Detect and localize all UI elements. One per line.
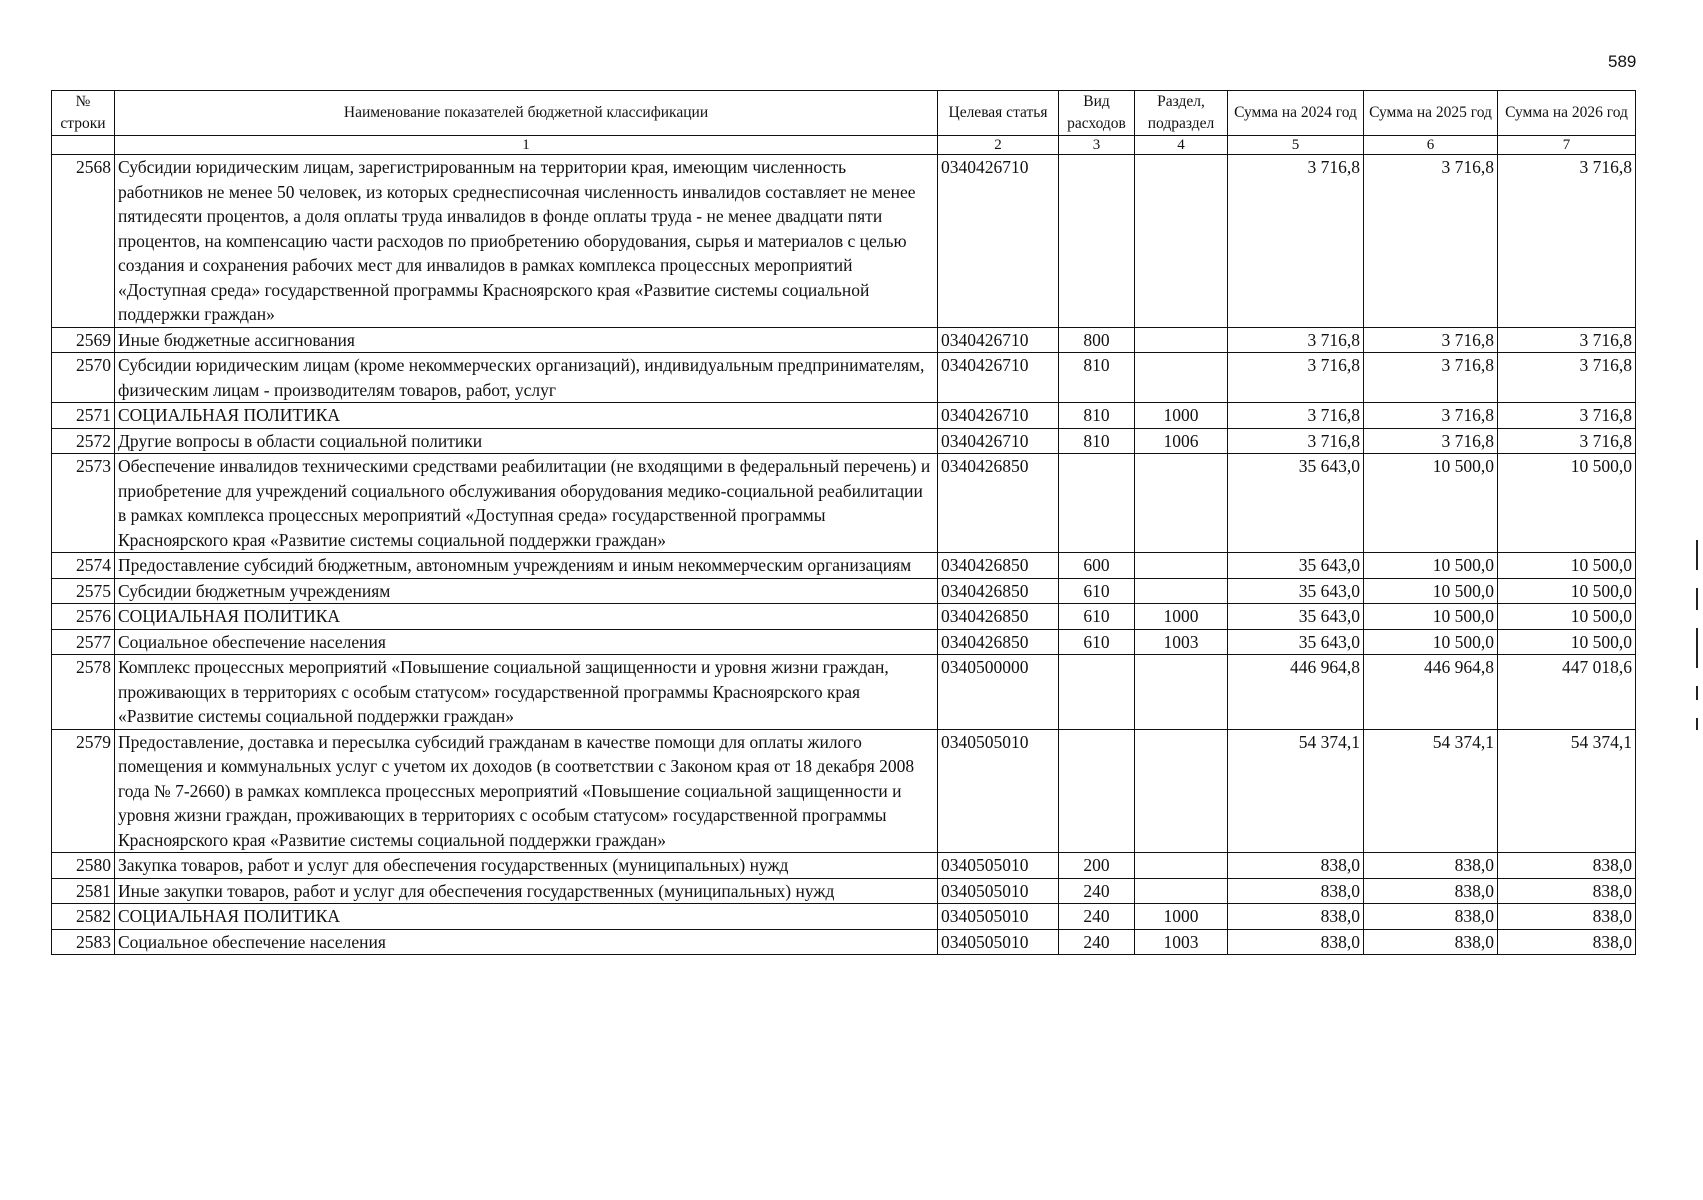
row-target-code: 0340505010: [938, 878, 1059, 904]
row-section: [1135, 327, 1228, 353]
row-number: 2574: [52, 553, 115, 579]
row-expense-type: 240: [1059, 904, 1135, 930]
row-target-code: 0340426710: [938, 353, 1059, 403]
row-section: 1000: [1135, 604, 1228, 630]
row-number: 2575: [52, 578, 115, 604]
table-row: [52, 578, 1636, 604]
row-name: Иные закупки товаров, работ и услуг для обеспечения государственных (муниципальных) нужд: [115, 878, 938, 904]
row-section: 1006: [1135, 428, 1228, 454]
column-number: 4: [1135, 136, 1228, 155]
header-target: Целевая статья: [938, 91, 1059, 136]
row-sum-2026: 838,0: [1498, 878, 1636, 904]
row-sum-2024: 35 643,0: [1228, 629, 1364, 655]
row-number: 2571: [52, 403, 115, 429]
row-sum-2024: 838,0: [1228, 904, 1364, 930]
row-sum-2025: 10 500,0: [1364, 629, 1498, 655]
row-sum-2025: 838,0: [1364, 853, 1498, 879]
row-name: Субсидии юридическим лицам (кроме некоммерческих организаций), индивидуальным предпринимателям, физическим лицам - производителям товаров, работ, услуг: [115, 353, 938, 403]
row-sum-2025: 10 500,0: [1364, 454, 1498, 553]
row-sum-2025: 3 716,8: [1364, 428, 1498, 454]
row-number: 2577: [52, 629, 115, 655]
row-target-code: 0340505010: [938, 729, 1059, 853]
row-target-code: 0340426850: [938, 629, 1059, 655]
row-target-code: 0340426710: [938, 155, 1059, 328]
row-sum-2026: 10 500,0: [1498, 578, 1636, 604]
row-name: Субсидии юридическим лицам, зарегистрированным на территории края, имеющим численность работников не менее 50 человек, из которых среднесписочная численность инвалидов составляет не менее пятидесяти процентов, а доля оплаты труда инвалидов в фонде оплаты труда - не менее двадцати пяти процентов, на компенсацию части расходов по приобретению оборудования, сырья и материалов с целью создания и сохранения рабочих мест для инвалидов в рамках комплекса процессных мероприятий «Доступная среда» государственной программы Красноярского края «Развитие системы социальной поддержки граждан»: [115, 155, 938, 328]
row-name: Социальное обеспечение населения: [115, 629, 938, 655]
row-number: 2569: [52, 327, 115, 353]
header-sum-2026: Сумма на 2026 год: [1498, 91, 1636, 136]
row-number: 2572: [52, 428, 115, 454]
row-sum-2025: 838,0: [1364, 904, 1498, 930]
column-number-blank: [52, 136, 115, 155]
row-name: Предоставление, доставка и пересылка субсидий гражданам в качестве помощи для оплаты жилого помещения и коммунальных услуг с учетом их доходов (в соответствии с Законом края от 18 декабря 2008 года № 7-2660) в рамках комплекса процессных мероприятий «Повышение социальной защищенности и уровня жизни граждан, проживающих в территориях с особым статусом» государственной программы Красноярского края «Развитие системы социальной поддержки граждан»: [115, 729, 938, 853]
header-expense-type: Вид расходов: [1059, 91, 1135, 136]
row-number: 2580: [52, 853, 115, 879]
row-sum-2026: 10 500,0: [1498, 454, 1636, 553]
table-row: [52, 327, 1636, 353]
row-section: [1135, 454, 1228, 553]
row-section: [1135, 353, 1228, 403]
row-name: Предоставление субсидий бюджетным, автономным учреждениям и иным некоммерческим организациям: [115, 553, 938, 579]
table-row: [52, 655, 1636, 730]
row-expense-type: [1059, 729, 1135, 853]
row-target-code: 0340426850: [938, 454, 1059, 553]
row-name: Иные бюджетные ассигнования: [115, 327, 938, 353]
row-name: СОЦИАЛЬНАЯ ПОЛИТИКА: [115, 904, 938, 930]
row-number: 2582: [52, 904, 115, 930]
row-target-code: 0340505010: [938, 929, 1059, 955]
column-number: 6: [1364, 136, 1498, 155]
row-expense-type: 810: [1059, 353, 1135, 403]
row-sum-2026: 10 500,0: [1498, 604, 1636, 630]
row-target-code: 0340505010: [938, 853, 1059, 879]
row-section: 1003: [1135, 629, 1228, 655]
column-number: 5: [1228, 136, 1364, 155]
row-expense-type: 240: [1059, 878, 1135, 904]
row-sum-2024: 3 716,8: [1228, 428, 1364, 454]
table-row: [52, 403, 1636, 429]
row-expense-type: 240: [1059, 929, 1135, 955]
row-target-code: 0340426850: [938, 553, 1059, 579]
header-name: Наименование показателей бюджетной классификации: [115, 91, 938, 136]
row-number: 2573: [52, 454, 115, 553]
table-row: [52, 853, 1636, 879]
column-number: 7: [1498, 136, 1636, 155]
row-name: Другие вопросы в области социальной политики: [115, 428, 938, 454]
row-sum-2026: 3 716,8: [1498, 155, 1636, 328]
row-target-code: 0340426850: [938, 604, 1059, 630]
row-expense-type: 600: [1059, 553, 1135, 579]
row-expense-type: 610: [1059, 578, 1135, 604]
row-sum-2026: 838,0: [1498, 904, 1636, 930]
row-section: [1135, 553, 1228, 579]
row-sum-2026: 3 716,8: [1498, 327, 1636, 353]
table-row: [52, 878, 1636, 904]
row-number: 2576: [52, 604, 115, 630]
row-target-code: 0340426710: [938, 327, 1059, 353]
row-sum-2025: 3 716,8: [1364, 327, 1498, 353]
row-number: 2570: [52, 353, 115, 403]
table-row: [52, 155, 1636, 328]
row-sum-2024: 3 716,8: [1228, 403, 1364, 429]
header-sum-2024: Сумма на 2024 год: [1228, 91, 1364, 136]
row-target-code: 0340426710: [938, 403, 1059, 429]
header-section: Раздел, подраздел: [1135, 91, 1228, 136]
row-sum-2025: 838,0: [1364, 878, 1498, 904]
row-expense-type: 610: [1059, 629, 1135, 655]
table-row: [52, 629, 1636, 655]
row-sum-2026: 10 500,0: [1498, 629, 1636, 655]
row-section: 1000: [1135, 403, 1228, 429]
column-number: 3: [1059, 136, 1135, 155]
row-sum-2024: 54 374,1: [1228, 729, 1364, 853]
row-sum-2025: 10 500,0: [1364, 604, 1498, 630]
row-target-code: 0340500000: [938, 655, 1059, 730]
row-sum-2024: 35 643,0: [1228, 578, 1364, 604]
table-row: [52, 729, 1636, 853]
row-section: [1135, 578, 1228, 604]
column-number: 2: [938, 136, 1059, 155]
row-name: Обеспечение инвалидов техническими средствами реабилитации (не входящими в федеральный перечень) и приобретение для учреждений социального обслуживания оборудования медико-социальной реабилитации в рамках комплекса процессных мероприятий «Доступная среда» государственной программы Красноярского края «Развитие системы социальной поддержки граждан»: [115, 454, 938, 553]
column-number: 1: [115, 136, 938, 155]
row-sum-2024: 838,0: [1228, 853, 1364, 879]
row-number: 2578: [52, 655, 115, 730]
row-sum-2025: 3 716,8: [1364, 353, 1498, 403]
row-sum-2026: 3 716,8: [1498, 353, 1636, 403]
row-name: СОЦИАЛЬНАЯ ПОЛИТИКА: [115, 604, 938, 630]
row-section: 1000: [1135, 904, 1228, 930]
row-sum-2024: 3 716,8: [1228, 155, 1364, 328]
row-name: СОЦИАЛЬНАЯ ПОЛИТИКА: [115, 403, 938, 429]
row-sum-2024: 3 716,8: [1228, 327, 1364, 353]
row-sum-2024: 35 643,0: [1228, 553, 1364, 579]
row-sum-2025: 3 716,8: [1364, 155, 1498, 328]
table-row: [52, 428, 1636, 454]
row-sum-2026: 3 716,8: [1498, 403, 1636, 429]
row-expense-type: 810: [1059, 428, 1135, 454]
row-name: Закупка товаров, работ и услуг для обеспечения государственных (муниципальных) нужд: [115, 853, 938, 879]
table-row: [52, 929, 1636, 955]
row-sum-2026: 838,0: [1498, 853, 1636, 879]
row-section: [1135, 878, 1228, 904]
row-number: 2583: [52, 929, 115, 955]
row-target-code: 0340426710: [938, 428, 1059, 454]
table-row: [52, 353, 1636, 403]
row-section: [1135, 853, 1228, 879]
row-sum-2024: 35 643,0: [1228, 604, 1364, 630]
table-row: [52, 454, 1636, 553]
row-expense-type: [1059, 454, 1135, 553]
row-sum-2025: 10 500,0: [1364, 553, 1498, 579]
row-sum-2026: 54 374,1: [1498, 729, 1636, 853]
budget-table: [51, 90, 1636, 955]
row-sum-2026: 10 500,0: [1498, 553, 1636, 579]
row-sum-2024: 446 964,8: [1228, 655, 1364, 730]
row-sum-2024: 35 643,0: [1228, 454, 1364, 553]
row-sum-2026: 838,0: [1498, 929, 1636, 955]
row-number: 2581: [52, 878, 115, 904]
row-expense-type: 800: [1059, 327, 1135, 353]
row-number: 2579: [52, 729, 115, 853]
row-section: [1135, 655, 1228, 730]
row-expense-type: 200: [1059, 853, 1135, 879]
row-sum-2025: 446 964,8: [1364, 655, 1498, 730]
row-sum-2025: 3 716,8: [1364, 403, 1498, 429]
row-expense-type: [1059, 155, 1135, 328]
row-sum-2025: 838,0: [1364, 929, 1498, 955]
row-number: 2568: [52, 155, 115, 328]
row-target-code: 0340426850: [938, 578, 1059, 604]
row-section: [1135, 729, 1228, 853]
row-expense-type: 610: [1059, 604, 1135, 630]
table-row: [52, 904, 1636, 930]
table-row: [52, 604, 1636, 630]
header-row-no: № строки: [52, 91, 115, 136]
row-sum-2025: 54 374,1: [1364, 729, 1498, 853]
row-name: Комплекс процессных мероприятий «Повышение социальной защищенности и уровня жизни граждан, проживающих в территориях с особым статусом» государственной программы Красноярского края «Развитие системы социальной поддержки граждан»: [115, 655, 938, 730]
table-row: [52, 553, 1636, 579]
row-sum-2026: 447 018,6: [1498, 655, 1636, 730]
page-number: 589: [1608, 52, 1637, 71]
row-sum-2024: 838,0: [1228, 878, 1364, 904]
header-sum-2025: Сумма на 2025 год: [1364, 91, 1498, 136]
row-target-code: 0340505010: [938, 904, 1059, 930]
row-name: Социальное обеспечение населения: [115, 929, 938, 955]
row-sum-2026: 3 716,8: [1498, 428, 1636, 454]
table-header: [52, 91, 1636, 155]
row-expense-type: [1059, 655, 1135, 730]
row-name: Субсидии бюджетным учреждениям: [115, 578, 938, 604]
row-sum-2025: 10 500,0: [1364, 578, 1498, 604]
row-section: 1003: [1135, 929, 1228, 955]
row-expense-type: 810: [1059, 403, 1135, 429]
row-sum-2024: 838,0: [1228, 929, 1364, 955]
table-body: [52, 155, 1636, 955]
scan-edge-marks: [1696, 540, 1699, 748]
row-section: [1135, 155, 1228, 328]
row-sum-2024: 3 716,8: [1228, 353, 1364, 403]
